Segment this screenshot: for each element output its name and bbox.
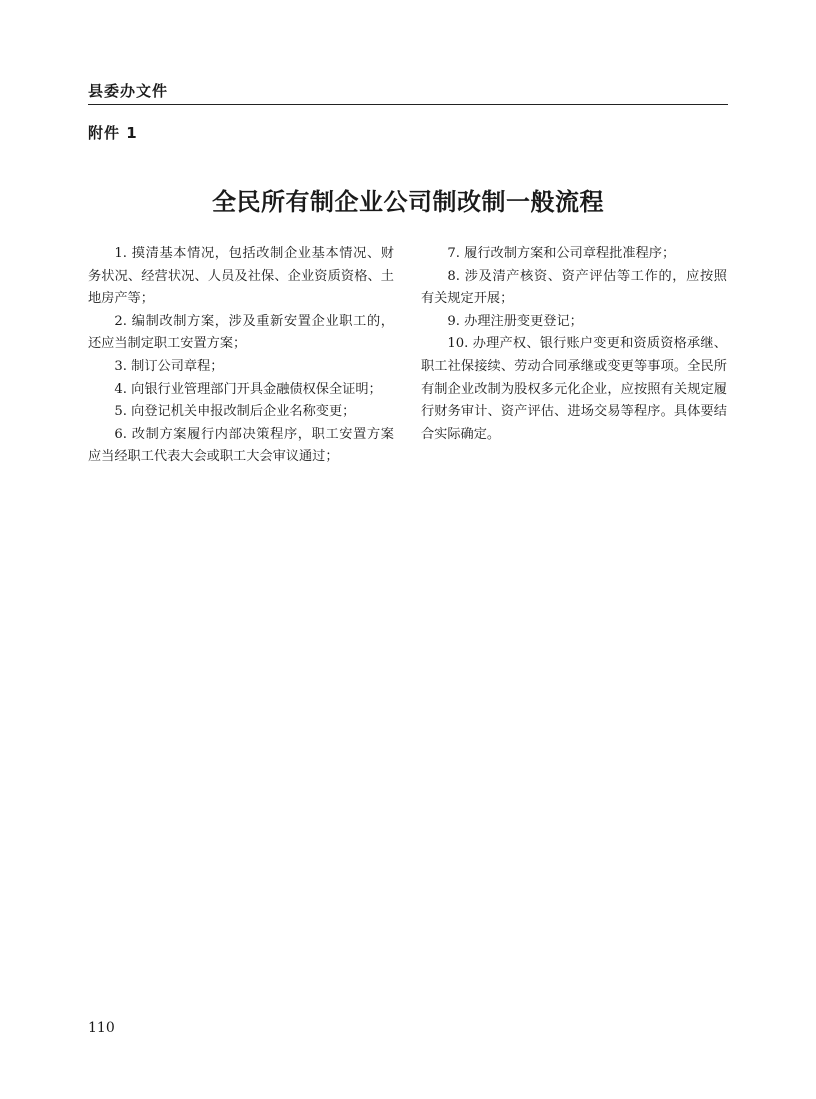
list-item: 7. 履行改制方案和公司章程批准程序； [447, 246, 676, 261]
list-item: 8. 涉及清产核资、资产评估等工作的，应按照有关规定开展； [421, 268, 727, 307]
right-column [421, 243, 727, 446]
list-item: 2. 编制改制方案，涉及重新安置企业职工的，还应当制定职工安置方案； [88, 313, 394, 352]
list-item: 4. 向银行业管理部门开具金融债权保全证明； [114, 381, 382, 397]
attachment-label: 附件 1 [88, 124, 138, 142]
page-number: 110 [88, 1020, 115, 1036]
left-column [88, 243, 394, 469]
list-item: 1. 摸清基本情况，包括改制企业基本情况、财务状况、经营状况、人员及社保、企业资质资格、土地房产等； [88, 246, 394, 307]
list-item: 9. 办理注册变更登记； [447, 313, 583, 329]
list-item: 6. 改制方案履行内部决策程序，职工安置方案应当经职工代表大会或职工大会审议通过； [88, 426, 394, 465]
list-item: 10. 办理产权、银行账户变更和资质资格承继、职工社保接续、劳动合同承继或变更等事项。全民所有制企业改制为股权多元化企业，应按照有关规定履行财务审计、资产评估、进场交易等程序。具体要结合实际确定。 [421, 336, 727, 442]
running-header-title: 县委办文件 [88, 82, 169, 100]
list-item: 3. 制订公司章程； [114, 358, 224, 374]
running-header [88, 76, 728, 105]
list-item: 5. 向登记机关申报改制后企业名称变更； [114, 404, 356, 420]
document-title: 全民所有制企业公司制改制一般流程 [212, 187, 604, 216]
